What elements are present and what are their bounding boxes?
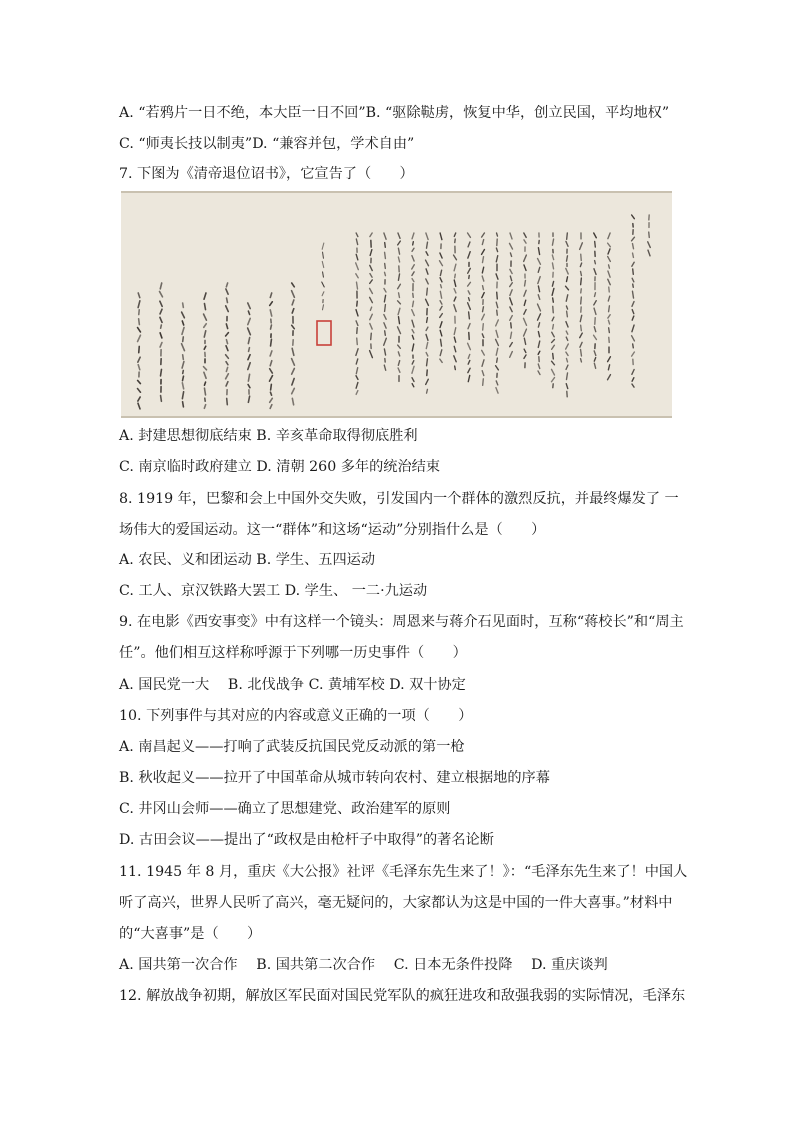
- q11-stem-line-2: 听了高兴，世界人民听了高兴，毫无疑问的，大家都认为这是中国的一件大喜事。”材料中: [119, 895, 673, 911]
- q9-stem-line-1: 9. 在电影《西安事变》中有这样一个镜头：周恩来与蒋介石见面时，互称“蒋校长”和“周主: [119, 614, 684, 630]
- q10-option-a: A. 南昌起义——打响了武装反抗国民党反动派的第一枪: [119, 739, 465, 755]
- seal-stamp: [317, 321, 331, 345]
- q6-option-ab: A. “若鸦片一日不绝，本大臣一日不回”B. “驱除鞑虏，恢复中华，创立民国，平均地权”: [119, 105, 670, 121]
- q8-stem-line-1: 8. 1919 年，巴黎和会上中国外交失败，引发国内一个群体的激烈反抗，并最终爆发了 一: [119, 491, 679, 507]
- q10-option-c: C. 井冈山会师——确立了思想建党、政治建军的原则: [119, 801, 451, 817]
- q7-option-ab: A. 封建思想彻底结束 B. 辛亥革命取得彻底胜利: [119, 428, 418, 444]
- abdication-edict-image: [121, 191, 672, 418]
- scroll-document-icon: [121, 193, 672, 416]
- q8-option-cd: C. 工人、京汉铁路大罢工 D. 学生、 一二·九运动: [119, 583, 428, 599]
- q9-stem-line-2: 任”。他们相互这样称呼源于下列哪一历史事件（ ）: [119, 645, 467, 661]
- q7-option-cd: C. 南京临时政府建立 D. 清朝 260 多年的统治结束: [119, 459, 441, 475]
- q10-option-d: D. 古田会议——提出了“政权是由枪杆子中取得”的著名论断: [119, 832, 494, 848]
- q9-options: A. 国民党一大 B. 北伐战争 C. 黄埔军校 D. 双十协定: [119, 677, 466, 693]
- q8-stem-line-2: 场伟大的爱国运动。这一“群体”和这场“运动”分别指什么是（ ）: [119, 522, 546, 538]
- q11-options: A. 国共第一次合作 B. 国共第二次合作 C. 日本无条件投降 D. 重庆谈判: [119, 957, 608, 973]
- q11-stem-line-1: 11. 1945 年 8 月，重庆《大公报》社评《毛泽东先生来了！》：“毛泽东先生来了！中国人: [119, 864, 688, 880]
- q7-stem: 7. 下图为《清帝退位诏书》，它宣告了（ ）: [119, 166, 414, 182]
- q12-stem-line-1: 12. 解放战争初期，解放区军民面对国民党军队的疯狂进攻和敌强我弱的实际情况，毛泽东: [119, 988, 686, 1004]
- q10-stem: 10. 下列事件与其对应的内容或意义正确的一项（ ）: [119, 708, 473, 724]
- q11-stem-line-3: 的“大喜事”是（ ）: [119, 926, 262, 942]
- q10-option-b: B. 秋收起义——拉开了中国革命从城市转向农村、建立根据地的序幕: [119, 770, 550, 786]
- q6-option-cd: C. “师夷长技以制夷”D. “兼容并包，学术自由”: [119, 136, 415, 152]
- q8-option-ab: A. 农民、义和团运动 B. 学生、五四运动: [119, 552, 376, 568]
